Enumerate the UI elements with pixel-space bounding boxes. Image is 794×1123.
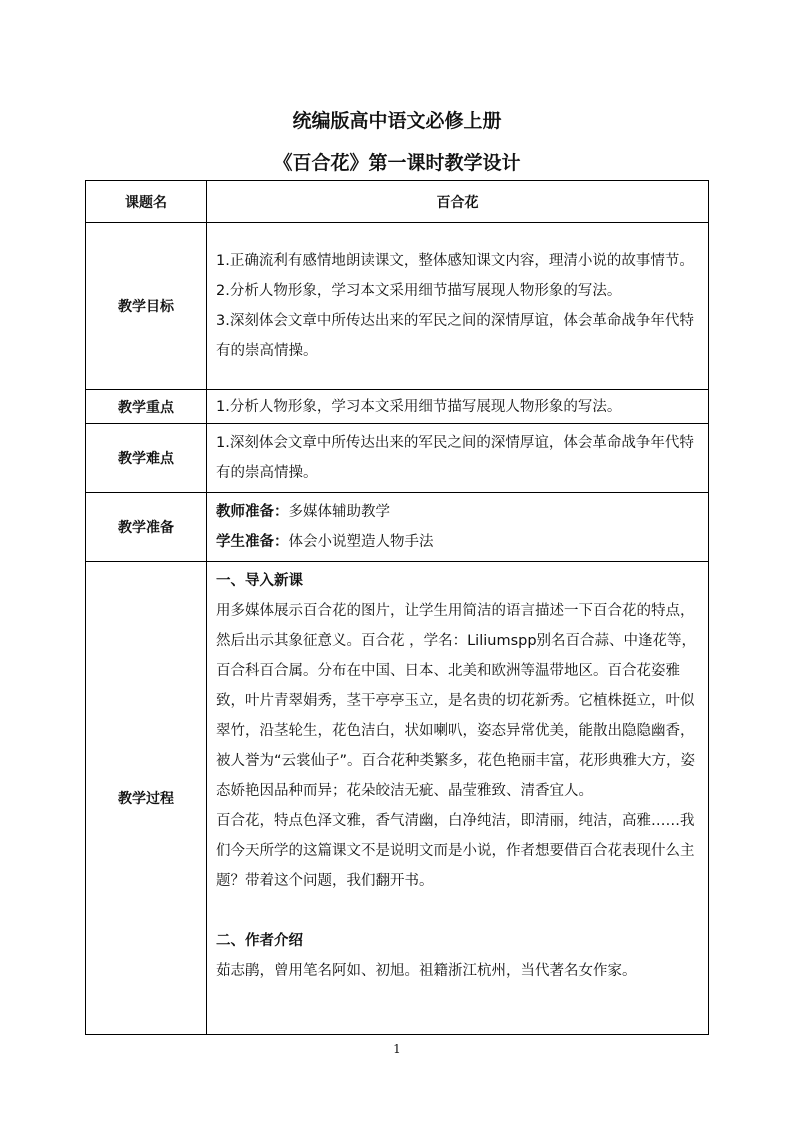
difficulties-content xyxy=(207,424,709,493)
objectives-content xyxy=(207,223,709,390)
table-row-objectives xyxy=(86,223,709,390)
table-row-preparation xyxy=(86,493,709,562)
process-paragraph: 百合花，特点色泽文雅，香气清幽，白净纯洁，即清丽，纯洁，高雅……我们今天所学的这篇课文不是说明文而是小说，作者想要借百合花表现什么主题？带着这个问题，我们翻开书。 xyxy=(216,813,695,889)
key-points-label: 教学重点 xyxy=(86,390,207,424)
student-prep-label: 学生准备： xyxy=(216,534,289,550)
key-point-item: 1.分析人物形象，学习本文采用细节描写展现人物形象的写法。 xyxy=(216,398,622,415)
teacher-prep-value: 多媒体辅助教学 xyxy=(288,504,390,520)
objective-item: 1.正确流利有感情地朗读课文，整体感知课文内容，理清小说的故事情节。 xyxy=(216,253,694,269)
objective-item: 2.分析人物形象，学习本文采用细节描写展现人物形象的写法。 xyxy=(216,283,622,299)
process-paragraph: 茹志鹃，曾用笔名阿如、初旭。祖籍浙江杭州，当代著名女作家。 xyxy=(216,963,637,979)
teacher-prep xyxy=(216,497,700,527)
key-points-content xyxy=(207,390,709,424)
objective-item: 3.深刻体会文章中所传达出来的军民之间的深情厚谊，体会革命战争年代特有的崇高情操。 xyxy=(216,313,694,359)
blank-line xyxy=(216,896,700,926)
difficulty-item: 1.深刻体会文章中所传达出来的军民之间的深情厚谊，体会革命战争年代特有的崇高情操。 xyxy=(216,435,694,481)
section-title: 二、作者介绍 xyxy=(216,933,303,949)
table-row-difficulties xyxy=(86,424,709,493)
preparation-label: 教学准备 xyxy=(86,493,207,562)
section-title: 一、导入新课 xyxy=(216,573,303,589)
teacher-prep-label: 教师准备： xyxy=(216,504,289,520)
table-row-key-points xyxy=(86,390,709,424)
objectives-label: 教学目标 xyxy=(86,223,207,390)
table-row-topic xyxy=(86,181,709,223)
student-prep xyxy=(216,527,700,557)
topic-label: 课题名 xyxy=(86,181,207,223)
student-prep-value: 体会小说塑造人物手法 xyxy=(288,534,434,550)
page-number: 1 xyxy=(393,1042,401,1056)
preparation-content xyxy=(207,493,709,562)
process-paragraph: 用多媒体展示百合花的图片，让学生用简洁的语言描述一下百合花的特点，然后出示其象征意义。百合花 ，学名：Liliumspp别名百合蒜、中逢花等，百合科百合属。分布在中国、日本、北美和欧洲等温带地区。百合花姿雅致，叶片青翠娟秀，茎干亭亭玉立，是名贵的切花新秀。它植株挺立，叶似翠竹，沿茎轮生，花色洁白，状如喇叭，姿态异常优美，能散出隐隐幽香，被人誉为“云裳仙子”。百合花种类繁多，花色艳丽丰富，花形典雅大方，姿态娇艳因品种而异；花朵皎洁无疵、晶莹雅致、清香宜人。 xyxy=(216,603,697,799)
table-row-process xyxy=(86,562,709,1035)
topic-value: 百合花 xyxy=(207,181,709,223)
process-label: 教学过程 xyxy=(86,562,207,1035)
process-content xyxy=(207,562,709,1035)
lesson-plan-table xyxy=(85,180,709,1035)
document-title: 统编版高中语文必修上册 xyxy=(292,110,502,132)
difficulties-label: 教学难点 xyxy=(86,424,207,493)
document-subtitle: 《百合花》第一课时教学设计 xyxy=(273,152,521,174)
